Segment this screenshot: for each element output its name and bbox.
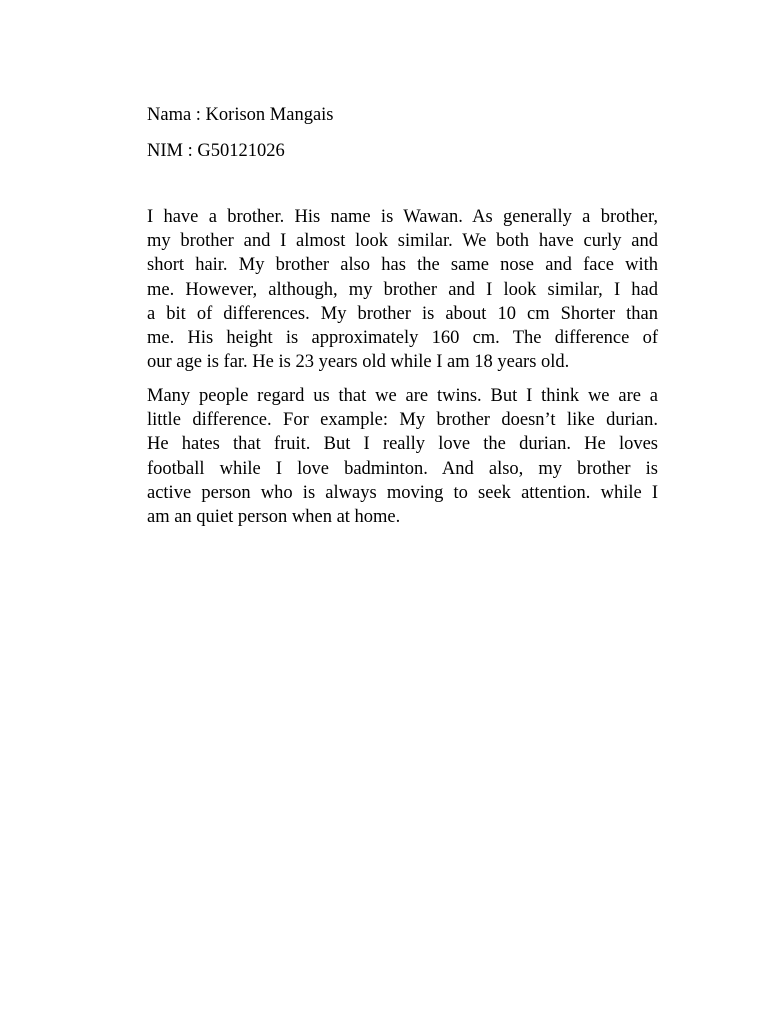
paragraph-line: me. His height is approximately 160 cm. The difference of [147, 328, 658, 349]
paragraph-line: my brother and I almost look similar. We both have curly and [147, 231, 658, 252]
paragraph-line: me. However, although, my brother and I look similar, I had [147, 279, 658, 300]
paragraph-line: He hates that fruit. But I really love the durian. He loves [147, 434, 658, 455]
student-id: NIM : G50121026 [147, 141, 285, 161]
student-name: Nama : Korison Mangais [147, 105, 334, 125]
paragraph-line: our age is far. He is 23 years old while I am 18 years old. [147, 352, 570, 373]
paragraph-line: Many people regard us that we are twins. But I think we are a [147, 386, 658, 406]
paragraph-line: I have a brother. His name is Wawan. As generally a brother, [147, 207, 658, 227]
paragraph-line: am an quiet person when at home. [147, 507, 401, 528]
paragraph-line: football while I love badminton. And also, my brother is [147, 458, 658, 479]
paragraph-line: a bit of differences. My brother is about 10 cm Shorter than [147, 303, 658, 324]
paragraph-line: little difference. For example: My brother doesn’t like durian. [147, 410, 658, 431]
paragraph-1 [147, 205, 658, 374]
paragraph-2 [147, 384, 658, 529]
paragraph-line: active person who is always moving to seek attention. while I [147, 482, 658, 503]
paragraph-line: short hair. My brother also has the same nose and face with [147, 255, 658, 276]
